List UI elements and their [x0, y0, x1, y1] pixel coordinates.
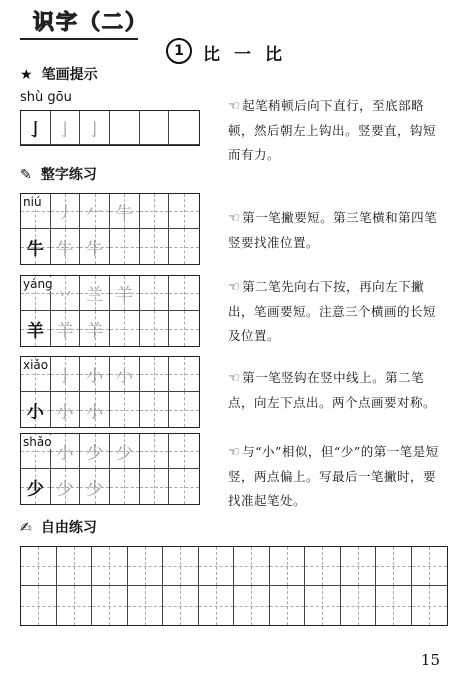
practice-cell — [110, 276, 140, 311]
pointing-hand-icon: ☜ — [228, 99, 241, 114]
practice-cell — [21, 311, 51, 346]
practice-cell — [110, 392, 140, 427]
trace-char: 羊 — [56, 321, 74, 341]
practice-cell — [51, 357, 81, 392]
stroke-glyph-trace: 亅 — [86, 120, 104, 140]
practice-cell — [21, 392, 51, 427]
stroke-cell — [51, 111, 81, 145]
stroke-tip-heading — [20, 64, 98, 84]
free-practice-cell — [199, 547, 235, 586]
char-pinyin: shǎo — [23, 435, 52, 449]
pointing-hand-icon: ☜ — [228, 211, 241, 226]
free-practice-cell — [92, 586, 128, 625]
char-note-text: 第一笔撇要短。第三笔横和第四笔竖要找准位置。 — [228, 210, 438, 250]
char-note-text: 第二笔先向右下按，再向左下撇出，笔画要短。注意三个横画的长短及位置。 — [228, 279, 437, 343]
stroke-glyph: 亅 — [26, 120, 44, 140]
stroke-order-step: 牛 — [115, 203, 133, 224]
practice-cell — [51, 311, 81, 346]
free-practice-cell — [163, 547, 199, 586]
practice-cell — [169, 194, 199, 229]
free-practice-cell — [128, 547, 164, 586]
practice-cell — [80, 229, 110, 264]
lesson-number-badge: 1 — [166, 38, 192, 64]
stroke-cell — [110, 111, 140, 145]
practice-cell — [21, 276, 51, 311]
practice-cell — [169, 229, 199, 264]
char-practice-grid — [20, 275, 200, 347]
free-practice-cell — [305, 586, 341, 625]
trace-char: 少 — [56, 479, 74, 499]
char-pinyin: niú — [23, 195, 42, 209]
free-practice-cell — [412, 547, 448, 586]
free-practice-grid — [20, 546, 448, 626]
stroke-order-step: 丷 — [56, 285, 74, 306]
char-note-text: 与“小”相似，但“少”的第一笔是短竖，两点偏上。写最后一笔撇时，要找准起笔处。 — [228, 444, 439, 508]
trace-char: 小 — [56, 402, 74, 422]
stroke-order-step: 𠂉 — [86, 203, 104, 224]
pointing-hand-icon: ☜ — [228, 445, 241, 460]
free-practice-cell — [92, 547, 128, 586]
practice-cell — [169, 392, 199, 427]
stroke-order-step: 亅 — [56, 366, 74, 387]
stroke-order-step: 小 — [86, 366, 104, 387]
brush-icon: ✎ — [20, 167, 32, 183]
stroke-cell — [21, 111, 51, 145]
trace-char: 小 — [86, 402, 104, 422]
practice-cell — [80, 194, 110, 229]
stroke-order-step: 小 — [56, 443, 74, 464]
practice-cell — [140, 392, 170, 427]
pointing-hand-icon: ☜ — [228, 280, 241, 295]
stroke-note — [228, 94, 448, 167]
char-note — [228, 275, 448, 348]
stroke-glyph-trace: 亅 — [56, 120, 74, 140]
practice-cell — [80, 469, 110, 504]
free-practice-cell — [270, 586, 306, 625]
free-practice-cell — [163, 586, 199, 625]
practice-cell — [110, 194, 140, 229]
free-practice-cell — [199, 586, 235, 625]
practice-cell — [169, 311, 199, 346]
stroke-pinyin: shù gōu — [20, 90, 72, 105]
free-practice-cell — [412, 586, 448, 625]
practice-cell — [51, 392, 81, 427]
whole-char-label: 整字练习 — [40, 167, 97, 183]
practice-cell — [140, 434, 170, 469]
whole-char-heading — [20, 164, 97, 184]
stroke-order-step: 兰 — [86, 285, 104, 306]
free-practice-cell — [128, 586, 164, 625]
stroke-order-step: 小 — [115, 366, 133, 387]
trace-char: 羊 — [86, 321, 104, 341]
practice-cell — [80, 357, 110, 392]
free-practice-cell — [57, 547, 93, 586]
practice-cell — [169, 357, 199, 392]
model-char: 小 — [26, 402, 44, 422]
free-practice-cell — [234, 586, 270, 625]
char-practice-grid — [20, 433, 200, 505]
stroke-order-step: 少 — [86, 443, 104, 464]
trace-char: 牛 — [86, 239, 104, 259]
practice-cell — [110, 311, 140, 346]
stroke-note-text: 起笔稍顿后向下直行，至底部略顿，然后朝左上钩出。竖要直，钩短而有力。 — [228, 98, 437, 162]
char-note-text: 第一笔竖钩在竖中线上。第二笔点，向左下点出。两个点画要对称。 — [228, 370, 437, 410]
free-practice-cell — [376, 586, 412, 625]
practice-cell — [51, 276, 81, 311]
char-note — [228, 206, 448, 255]
header-rule — [20, 38, 138, 40]
practice-cell — [140, 469, 170, 504]
free-practice-cell — [270, 547, 306, 586]
practice-cell — [21, 434, 51, 469]
char-pinyin: yáng — [23, 277, 53, 291]
free-practice-cell — [376, 547, 412, 586]
model-char: 羊 — [26, 321, 44, 341]
free-practice-cell — [234, 547, 270, 586]
practice-cell — [80, 311, 110, 346]
practice-cell — [80, 392, 110, 427]
practice-cell — [169, 276, 199, 311]
model-char: 牛 — [26, 239, 44, 259]
star-icon: ★ — [20, 67, 33, 83]
model-char: 少 — [26, 479, 44, 499]
trace-char: 少 — [86, 479, 104, 499]
practice-cell — [80, 434, 110, 469]
stroke-order-step: 少 — [115, 443, 133, 464]
practice-cell — [51, 434, 81, 469]
stroke-cell — [80, 111, 110, 145]
pen-icon: ✍ — [20, 520, 32, 536]
stroke-cell — [169, 111, 199, 145]
practice-cell — [140, 229, 170, 264]
char-pinyin: xiǎo — [23, 358, 49, 372]
practice-cell — [140, 311, 170, 346]
pointing-hand-icon: ☜ — [228, 371, 241, 386]
practice-cell — [110, 469, 140, 504]
practice-cell — [21, 194, 51, 229]
stroke-cell — [140, 111, 170, 145]
free-practice-cell — [341, 547, 377, 586]
stroke-order-step: 丿 — [56, 203, 74, 224]
practice-cell — [140, 194, 170, 229]
lesson-title: 比一比 — [203, 45, 296, 65]
practice-cell — [169, 434, 199, 469]
free-practice-cell — [305, 547, 341, 586]
free-practice-label: 自由练习 — [40, 520, 97, 536]
practice-cell — [110, 229, 140, 264]
stroke-tip-label: 笔画提示 — [41, 67, 98, 83]
free-practice-heading — [20, 517, 97, 537]
free-practice-cell — [21, 586, 57, 625]
practice-cell — [51, 469, 81, 504]
practice-cell — [51, 194, 81, 229]
stroke-order-step: 羊 — [115, 285, 133, 306]
page-number: 15 — [420, 651, 440, 669]
practice-cell — [140, 357, 170, 392]
free-practice-cell — [21, 547, 57, 586]
free-practice-cell — [341, 586, 377, 625]
practice-cell — [21, 357, 51, 392]
practice-cell — [110, 434, 140, 469]
stroke-practice-grid — [20, 110, 200, 146]
char-practice-grid — [20, 356, 200, 428]
trace-char: 牛 — [56, 239, 74, 259]
practice-cell — [21, 469, 51, 504]
free-practice-cell — [57, 586, 93, 625]
char-note — [228, 366, 448, 415]
practice-cell — [110, 357, 140, 392]
practice-cell — [80, 276, 110, 311]
char-practice-grid — [20, 193, 200, 265]
practice-cell — [21, 229, 51, 264]
unit-title: 识字（二） — [33, 10, 148, 34]
char-note — [228, 440, 448, 513]
practice-cell — [51, 229, 81, 264]
practice-cell — [140, 276, 170, 311]
practice-cell — [169, 469, 199, 504]
